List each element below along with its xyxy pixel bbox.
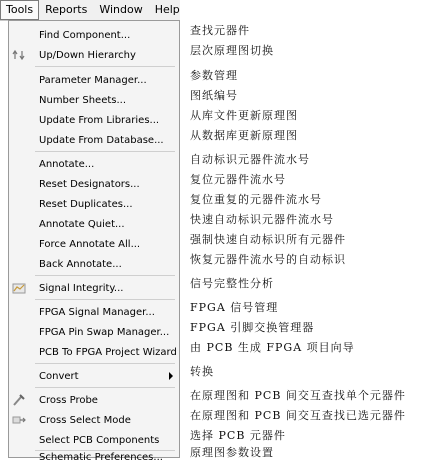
annotation-cross-probe: 在原理图和 PCB 间交互查找单个元器件 <box>190 389 406 402</box>
menu-item-pcb-to-fpga-project-wizard[interactable] <box>9 342 179 362</box>
menu-item-find-component[interactable] <box>9 25 179 45</box>
menu-item-back-annotate[interactable] <box>9 254 179 274</box>
menu-item-annotate-quiet[interactable] <box>9 214 179 234</box>
annotation-update-from-libraries: 从库文件更新原理图 <box>190 109 298 122</box>
menu-item-force-annotate-all[interactable] <box>9 234 179 254</box>
menu-separator <box>35 299 175 300</box>
menu-item-reset-duplicates[interactable] <box>9 194 179 214</box>
menu-item-label: FPGA Signal Manager... <box>39 306 155 318</box>
menu-separator <box>35 387 175 388</box>
menu-item-convert[interactable] <box>9 366 179 386</box>
menu-item-fpga-signal-manager[interactable] <box>9 302 179 322</box>
menu-item-label: FPGA Pin Swap Manager... <box>39 326 170 338</box>
annotation-convert: 转换 <box>190 365 214 378</box>
menu-item-update-from-database[interactable] <box>9 130 179 150</box>
menu-help[interactable]: Help <box>154 3 180 16</box>
up-down-arrows-icon <box>11 48 27 62</box>
tools-dropdown-menu <box>8 20 180 463</box>
menu-item-cross-probe[interactable] <box>9 390 179 410</box>
annotation-schematic-preferences: 原理图参数设置 <box>190 446 274 459</box>
menu-item-label: Annotate... <box>39 158 95 170</box>
annotation-select-pcb-components: 选择 PCB 元器件 <box>190 429 286 442</box>
annotation-cross-select-mode: 在原理图和 PCB 间交互查找已选元器件 <box>190 409 406 422</box>
annotation-update-from-database: 从数据库更新原理图 <box>190 129 298 142</box>
annotation-force-annotate-all: 强制快速自动标识所有元器件 <box>190 233 346 246</box>
menu-item-cross-select-mode[interactable] <box>9 410 179 430</box>
menu-item-label: Update From Database... <box>39 134 164 146</box>
annotation-find-component: 查找元器件 <box>190 24 250 37</box>
annotation-annotate-quiet: 快速自动标识元器件流水号 <box>190 213 334 226</box>
menu-item-label: Reset Designators... <box>39 178 140 190</box>
menu-item-label: Number Sheets... <box>39 94 127 106</box>
menu-separator <box>35 151 175 152</box>
annotation-pcb-to-fpga-wizard: 由 PCB 生成 FPGA 项目向导 <box>190 341 355 354</box>
menu-item-label: Cross Select Mode <box>39 414 131 426</box>
annotation-reset-duplicates: 复位重复的元器件流水号 <box>190 193 322 206</box>
menu-item-parameter-manager[interactable] <box>9 70 179 90</box>
menu-item-label: Up/Down Hierarchy <box>39 49 136 61</box>
submenu-arrow-icon <box>169 372 173 380</box>
menu-item-fpga-pin-swap-manager[interactable] <box>9 322 179 342</box>
menu-item-label: Convert <box>39 370 79 382</box>
annotation-fpga-pin-swap-manager: FPGA 引脚交换管理器 <box>190 321 315 334</box>
menu-item-annotate[interactable] <box>9 154 179 174</box>
menu-item-label: Annotate Quiet... <box>39 218 125 230</box>
menu-item-label: Force Annotate All... <box>39 238 141 250</box>
menu-item-select-pcb-components[interactable] <box>9 430 179 450</box>
menu-item-signal-integrity[interactable] <box>9 278 179 298</box>
signal-integrity-icon <box>11 281 27 295</box>
annotation-reset-designators: 复位元器件流水号 <box>190 173 286 186</box>
annotation-parameter-manager: 参数管理 <box>190 69 238 82</box>
menu-item-number-sheets[interactable] <box>9 90 179 110</box>
cross-probe-icon <box>11 393 27 407</box>
annotation-up-down-hierarchy: 层次原理图切换 <box>190 44 274 57</box>
menu-separator <box>35 450 175 451</box>
menu-item-update-from-libraries[interactable] <box>9 110 179 130</box>
annotation-fpga-signal-manager: FPGA 信号管理 <box>190 301 279 314</box>
menu-item-label: Cross Probe <box>39 394 98 406</box>
menu-item-label: Signal Integrity... <box>39 282 124 294</box>
menu-item-up-down-hierarchy[interactable] <box>9 45 179 65</box>
annotation-annotate: 自动标识元器件流水号 <box>190 153 310 166</box>
menu-window[interactable]: Window <box>99 3 143 16</box>
annotation-back-annotate: 恢复元器件流水号的自动标识 <box>190 253 346 266</box>
menu-tools[interactable]: Tools <box>0 0 39 20</box>
menu-item-label: Select PCB Components <box>39 434 160 446</box>
annotation-number-sheets: 图纸编号 <box>190 89 238 102</box>
cross-select-icon <box>11 413 27 427</box>
menu-separator <box>35 275 175 276</box>
menu-item-label: Schematic Preferences... <box>39 452 163 463</box>
menu-separator <box>35 66 175 67</box>
menu-item-label: Find Component... <box>39 29 131 41</box>
menu-item-reset-designators[interactable] <box>9 174 179 194</box>
menu-item-label: PCB To FPGA Project Wizard <box>39 346 177 358</box>
menu-bar <box>0 0 180 21</box>
menu-item-label: Reset Duplicates... <box>39 198 133 210</box>
menu-reports[interactable]: Reports <box>45 3 88 16</box>
menu-item-schematic-preferences[interactable] <box>9 452 179 463</box>
annotation-signal-integrity: 信号完整性分析 <box>190 277 274 290</box>
menu-item-label: Parameter Manager... <box>39 74 147 86</box>
menu-separator <box>35 363 175 364</box>
menu-item-label: Back Annotate... <box>39 258 122 270</box>
menu-item-label: Update From Libraries... <box>39 114 160 126</box>
